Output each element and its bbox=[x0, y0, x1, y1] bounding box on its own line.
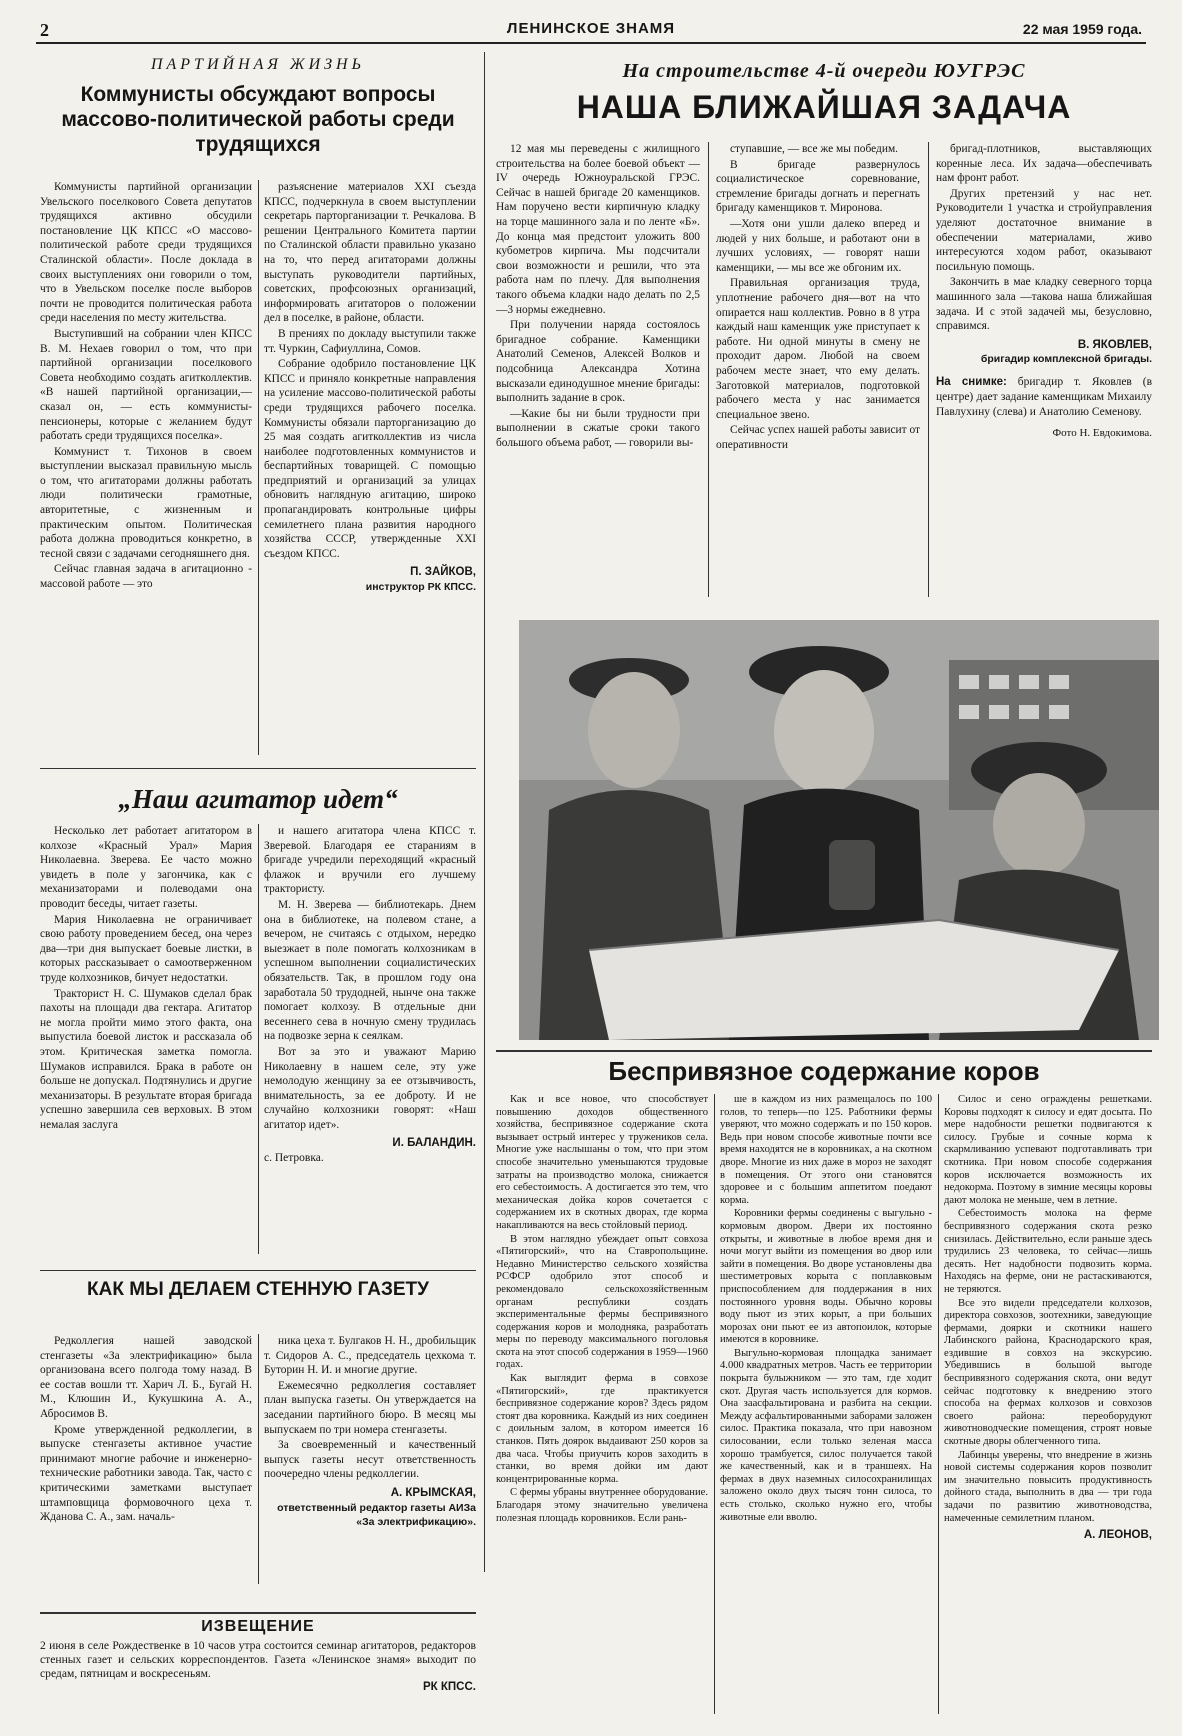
ugres-column-1 bbox=[496, 142, 700, 451]
notice-signature: РК КПСС. bbox=[423, 1681, 476, 1693]
agitator-headline: „Наш агитатор идет“ bbox=[118, 784, 398, 814]
section-divider bbox=[496, 1050, 1152, 1052]
ugres-header bbox=[496, 60, 1152, 126]
party-signature-title: инструктор РК КПСС. bbox=[365, 581, 476, 594]
paragraph: —Какие бы ни были трудности при выполнении в сжатые сроки такого большого объема работ, — говорили вы- bbox=[496, 407, 700, 449]
column-divider bbox=[938, 1094, 939, 1714]
paragraph: Кроме утвержденной редколлегии, в выпуске стенгазеты активное участие принимают многие рабочие и инженерно-технические работники завода. Так, часто с критическими заметками выступает штамповщица формовочного цеха т. Жданова С. А., зам. началь- bbox=[40, 1423, 252, 1524]
paragraph: В прениях по докладу выступили также тт. Чуркин, Сафиуллина, Сомов. bbox=[264, 327, 476, 355]
paragraph: ступавшие, — все же мы победим. bbox=[730, 143, 898, 155]
column-divider bbox=[258, 824, 259, 1254]
paragraph: Коммунист т. Тихонов в своем выступлении высказал правильную мысль о том, что агитаторами должны работать люди политически грамотные, авторитетные, с жизненным и практическим опытом. Политическая работа должна проводиться конкретно, в тесной связи с задачами сегодняшнего дня. bbox=[40, 445, 252, 560]
agitator-column-2 bbox=[264, 824, 476, 1166]
section-divider bbox=[40, 1270, 476, 1271]
party-signature: П. ЗАЙКОВ, bbox=[410, 566, 476, 579]
paragraph: Несколько лет работает агитатором в колхозе «Красный Урал» Мария Николаевна. Зверева. Ее часто можно увидеть в поле у загончика, как с механизаторами и полеводами она проводит беседы, читает газеты. bbox=[40, 825, 252, 910]
paragraph: Себестоимость молока на ферме беспривязного содержания скота резко снизилась. Действительно, если раньше здесь трудились 23 человека, то сейчас—лишь десять. Нет надобности подвозить корма. Находясь на ферме, они не растаскиваются, не теряются. bbox=[944, 1208, 1152, 1295]
section-divider bbox=[40, 768, 476, 769]
party-column-2 bbox=[264, 180, 476, 595]
paragraph: В этом наглядно убеждает опыт совхоза «Пятигорский», что на Ставропольщине. Недавно Министерство сельского хозяйства РСФСР одобрило этот способ и рекомендовало сельскохозяйственным органам республики создать экспериментальные фермы беспривязного содержания коров и молодняка, разработать меры по переводу максимального поголовья скота на этот способ содержания в 1959—1960 годах. bbox=[496, 1233, 708, 1371]
photo-credit: Фото Н. Евдокимова. bbox=[1052, 426, 1152, 439]
paragraph: Вот за это и уважают Марию Николаевну в нашем селе, эту уже немолодую женщину за ее отзывчивость, внимательность, за ее доброту. И не случайно колхозники говорят: «Наш агитатор идет». bbox=[264, 1045, 476, 1131]
paragraph: бригад-плотников, выставляющих коренные леса. Их задача—обеспечивать нам фронт работ. bbox=[936, 143, 1152, 185]
notice-text: 2 июня в селе Рождественке в 10 часов утра состоится семинар агитаторов, редакторов стенных газет и сельских корреспондентов. Газета «Ленинское знамя» выходит по средам, пятницам и воскресеньям. bbox=[40, 1639, 476, 1680]
paragraph: Лабинцы уверены, что внедрение в жизнь новой системы содержания коров позволит им значительно повысить продуктивность дойного стада, выполнить в два — три года задачи по развитию животноводства, намеченные семилетним планом. bbox=[944, 1449, 1152, 1524]
paper-title: ЛЕНИНСКОЕ ЗНАМЯ bbox=[506, 20, 676, 37]
paragraph: 12 мая мы переведены с жилищного строительства на более боевой объект — IV очередь Южноуральской ГРЭС. Сейчас в нашей бригаде 20 каменщиков. Нам поручено вести кирпичную кладку на торце машинного зала и по ленте «Б». До конца мая предстоит уложить 800 кубометров кирпича. Мы подсчитали свои возможности и решили, что эта работа нам по плечу. Для выполнения такого объема кладки надо делать по 2,5—3 нормы ежедневно. bbox=[496, 143, 700, 316]
paragraph: Коммунисты партийной организации Увельского поселкового Совета депутатов трудящихся активно обсудили постановление ЦК КПСС «О массово-политической работе среди трудящихся Сталинской области». После доклада в своих выступлениях они говорили о том, что в Увельском поселке после выборов почти не проводится политическая работа среди населения по месту жительства. bbox=[40, 181, 252, 325]
paragraph: Сейчас успех нашей работы зависит от оперативности bbox=[716, 424, 920, 451]
wallpaper-column-1 bbox=[40, 1334, 252, 1526]
wallpaper-signature-title: ответственный редактор газеты АИЗа «За электрификацию». bbox=[277, 1501, 476, 1529]
paragraph: Как выглядит ферма в совхозе «Пятигорский», где практикуется беспривязное содержание коров? Здесь рядом стоят два коровника. Каждый из них соединен с доильным залом, в котором имеется 16 станков. Пять доярок выдаивают 250 коров за два часа. Чтобы приучить коров заходить в станки, во время дойки им дают концентрированные корма. bbox=[496, 1373, 708, 1485]
paragraph: Других претензий у нас нет. Руководители 1 участка и стройуправления уделяют достаточное внимание в обеспечении материалами, живо интересуются ходом работ, оказывают посильную помощь. bbox=[936, 187, 1152, 273]
paragraph: Тракторист Н. С. Шумаков сделал брак пахоты на площади два гектара. Агитатор не могла пройти мимо этого факта, она выпустила боевой листок и рассказала об этом. Критическая заметка помогла. Шумаков исправился. Брака в работе он больше не допускал. Подтянулись и другие механизаторы. В результате вторая бригада успешно завершила сев верховых. В этом немалая заслуга bbox=[40, 987, 252, 1131]
column-divider bbox=[708, 142, 709, 597]
paragraph: Мария Николаевна не ограничивает свою работу проведением бесед, она через два—три дня выпускает боевые листки, в которых рассказывает о самоотверженном труде колхозников, бичует недостатки. bbox=[40, 913, 252, 984]
paragraph: ше в каждом из них размещалось по 100 голов, то теперь—по 125. Работники фермы уверяют, что можно содержать и по 150 коров. Ведь при новом способе животные почти все время находятся не в коровниках, а на скотном дворе. Многие из них даже в мороз не заходят в помещения. От этого они становятся здоровее и с большим аппетитом поедают корма. bbox=[720, 1094, 932, 1206]
paragraph: Выступивший на собрании член КПСС В. М. Нехаев говорил о том, что при партийной организации поселкового Совета необходимо создать агитколлектив. «В нашей партийной организации,— сказал он, — есть коммунисты-пенсионеры, которые с желанием будут работать среди трудящихся поселка». bbox=[40, 327, 252, 443]
agitator-column-1 bbox=[40, 824, 252, 1133]
ugres-signature-title: бригадир комплексной бригады. bbox=[980, 353, 1152, 366]
party-column-1 bbox=[40, 180, 252, 593]
notice-headline: ИЗВЕЩЕНИЕ bbox=[201, 1618, 315, 1635]
photo-caption bbox=[936, 375, 1152, 420]
column-divider bbox=[714, 1094, 715, 1714]
party-rubric: ПАРТИЙНАЯ ЖИЗНЬ bbox=[150, 56, 366, 73]
wallpaper-column-2 bbox=[264, 1334, 476, 1530]
paragraph: Ежемесячно редколлегия составляет план выпуска газеты. Он утверждается на заседании партийного бюро. В месяц мы выпускаем по три номера стенгазеты. bbox=[264, 1379, 476, 1436]
party-article bbox=[40, 56, 476, 157]
caption-label: На снимке: bbox=[936, 375, 1007, 388]
paragraph: Выгульно-кормовая площадка занимает 4.000 квадратных метров. Часть ее территории покрыта булыжником — это там, где ходит скот. Другая часть используется для кормов. Она заасфальтирована и разбита на секции. Между асфальтированными заборами заложен силос. Практика показала, что при навозном силосовании, если только зеленая масса хорошо трамбуется, силос получается такой же качественный, как и в траншеях. На фермах в двух наземных силосохранилищах заложено около двух тысяч тонн силоса, то есть столько, сколько нужно его, чтобы животные ели вволю. bbox=[720, 1347, 932, 1523]
section-divider bbox=[40, 1612, 476, 1614]
paragraph: Сейчас главная задача в агитационно - массовой работе — это bbox=[40, 563, 252, 591]
paragraph: ника цеха т. Булгаков Н. Н., дробильщик т. Сидоров А. С., председатель цехкома т. Буторин Н. И. и многие другие. bbox=[264, 1335, 476, 1377]
paragraph: и нашего агитатора члена КПСС т. Зверевой. Благодаря ее стараниям в бригаде учредили переходящий «красный флажок и вручили его лучшему трактористу. bbox=[264, 825, 476, 896]
page-number: 2 bbox=[40, 20, 49, 40]
ugres-column-2 bbox=[716, 142, 920, 453]
paragraph: Правильная организация труда, уплотнение рабочего дня—вот на что опирается наш коллектив. Ровно в 8 утра каждый наш каменщик уже приступает к работе. Ни одной минуты в смену не проходит даром. Любой на своем рабочем месте знает, что ему делать. Заготовкой материалов, подготовкой рабочего места у нас занимается специальное звено. bbox=[716, 277, 920, 421]
column-divider bbox=[258, 1334, 259, 1584]
ugres-headline: НАША БЛИЖАЙШАЯ ЗАДАЧА bbox=[576, 89, 1072, 125]
paragraph: В бригаде развернулось социалистическое соревнование, стремление бригады догнать и перегнать бригаду каменщиков т. Миронова. bbox=[716, 158, 920, 215]
paragraph: Силос и сено ограждены решетками. Коровы подходят к силосу и едят досыта. По мере надобности решетки подвигаются к силосу. Грубые и сочные корма к скармливанию успевают подготавливать три скотника. При новом способе содержания коров исключается возможность их недокорма. Поэтому в зимние месяцы коровы дают молока не меньше, чем в летние. bbox=[944, 1094, 1152, 1206]
paragraph: С фермы убраны внутреннее оборудование. Благодаря этому значительно увеличена полезная площадь коровников. Если рань- bbox=[496, 1487, 708, 1524]
paragraph: М. Н. Зверева — библиотекарь. Днем она в библиотеке, на полевом стане, а вечером, не считаясь с отдыхом, нередко выезжает в поле помогать колхозникам в успешном выполнении социалистических обязательств. Так, в прошлом году она заработала 50 трудодней, нынче она также помогает колхозу. В отдельные дни весеннего сева в ночную смену трудилась на подвозке зерна к сеялкам. bbox=[264, 898, 476, 1043]
ugres-rubric: На строительстве 4-й очереди ЮУГРЭС bbox=[622, 60, 1026, 82]
agitator-place: с. Петровка. bbox=[264, 1152, 324, 1165]
cows-headline: Беспривязное содержание коров bbox=[608, 1056, 1040, 1086]
issue-date: 22 мая 1959 года. bbox=[1022, 21, 1142, 37]
notice bbox=[40, 1618, 476, 1693]
ugres-column-3 bbox=[936, 142, 1152, 441]
paragraph: разъяснение материалов XXI съезда КПСС, подчеркнула в своем выступлении секретарь парторганизации т. Речкалова. В решении Центрального Комитета партии по Сталинской области правильно указано на то, что перед агитаторами должны выступать руководители партийных, советских, профсоюзных организаций, информировать агитаторов о положении дел в поселке, в районе, области. bbox=[264, 181, 476, 325]
cows-column-1 bbox=[496, 1094, 708, 1526]
paragraph: Коровники фермы соединены с выгульно - кормовым двором. Двери их постоянно открыты, и животные в любое время дня и ночи могут выйти из помещения во двор или зайти в помещения. Во дворе установлены два шестиметровых корыта с поплавковым приспособлением для поддержания в них постоянного уровня воды. Обычно коровы воду пьют из этих корыт, а при больших морозах они пьют ее из автопоилок, которые имеются в коровнике. bbox=[720, 1208, 932, 1346]
caption-text: бригадир т. Яковлев (в центре) дает задание каменщикам Михаилу Павлухину (слева) и Анатолию Семенову. bbox=[936, 375, 1153, 418]
agitator-signature: И. БАЛАНДИН. bbox=[392, 1137, 476, 1150]
cows-column-3 bbox=[944, 1094, 1152, 1542]
paragraph: При получении наряда состоялось бригадное собрание. Каменщики Анатолий Семенов, Алексей Волков и подсобница Александра Хотина высказали единодушное мнение бригады: выполнить задание в срок. bbox=[496, 319, 700, 405]
paragraph: Все это видели председатели колхозов, директора совхозов, зоотехники, заведующие фермами, доярки и скотники нашего Лабинского района, Краснодарского края, ездившие в совхоз на экскурсию. Убедившись в большой выгоде беспривязного содержания скота, они ведут сейчас подготовку к внедрению этого способа на фермах колхозов и совхозов своего района: переоборудуют животноводческие помещения, строят новые скотные дворы облегченного типа. bbox=[944, 1297, 1152, 1448]
brigade-photo bbox=[519, 620, 1159, 1040]
column-divider bbox=[258, 180, 259, 755]
ugres-signature: В. ЯКОВЛЕВ, bbox=[1077, 338, 1152, 351]
paragraph: Как и все новое, что способствует повышению доходов общественного хозяйства, беспривязное содержание скота вызывает острый интерес у тружеников села. Многие уже наслышаны о том, что при этом способе значительно уменьшаются трудовые затраты на производство молока, снижается его себестоимость. А достигается это тем, что механическая дойка коров сочетается с содержанием их в скотных дворах, где корма накапливаются на весь стойловый период. bbox=[496, 1094, 708, 1231]
wallpaper-headline: КАК МЫ ДЕЛАЕМ СТЕННУЮ ГАЗЕТУ bbox=[87, 1279, 429, 1300]
cows-column-2 bbox=[720, 1094, 932, 1525]
paragraph: За своевременный и качественный выпуск газеты несут ответственность поочередно члены редколлегии. bbox=[264, 1439, 476, 1481]
party-headline: Коммунисты обсуждают вопросы массово-политической работы среди трудящихся bbox=[61, 83, 455, 156]
wallpaper-signature: А. КРЫМСКАЯ, bbox=[390, 1486, 476, 1499]
column-divider bbox=[484, 52, 485, 1572]
cows-signature: А. ЛЕОНОВ, bbox=[1083, 1529, 1152, 1542]
masthead bbox=[36, 18, 1146, 44]
paragraph: Собрание одобрило постановление ЦК КПСС и приняло конкретные направления на усиление массово-политической работы среди трудящихся рабочего поселка. Коммунисты обязали парторганизацию до 25 мая создать агитколлектив из числа наиболее подготовленных коммунистов и беспартийных товарищей. С помощью предприятий и организаций за улицах обновить наглядную агитацию, широко пропагандировать контрольные цифры семилетнего плана развития народного хозяйства СССР, утвержденные XXI съездом КПСС. bbox=[264, 358, 476, 560]
paragraph: Редколлегия нашей заводской стенгазеты «За электрификацию» была организована всего полгода тому назад. В ее состав вошли тт. Харич Л. Б., Бугай Н. М., Клюшин И., Кукушкина А. А., Абросимов В. bbox=[40, 1335, 252, 1420]
paragraph: Закончить в мае кладку северного торца машинного зала —такова наша ближайшая задача. И с этой задачей мы, безусловно, справимся. bbox=[936, 276, 1152, 333]
paragraph: —Хотя они ушли далеко вперед и людей у них больше, и работают они в лучших условиях, — говорят наши каменщики, — мы все же обгоним их. bbox=[716, 217, 920, 274]
column-divider bbox=[928, 142, 929, 597]
photo-illustration bbox=[519, 620, 1159, 1040]
